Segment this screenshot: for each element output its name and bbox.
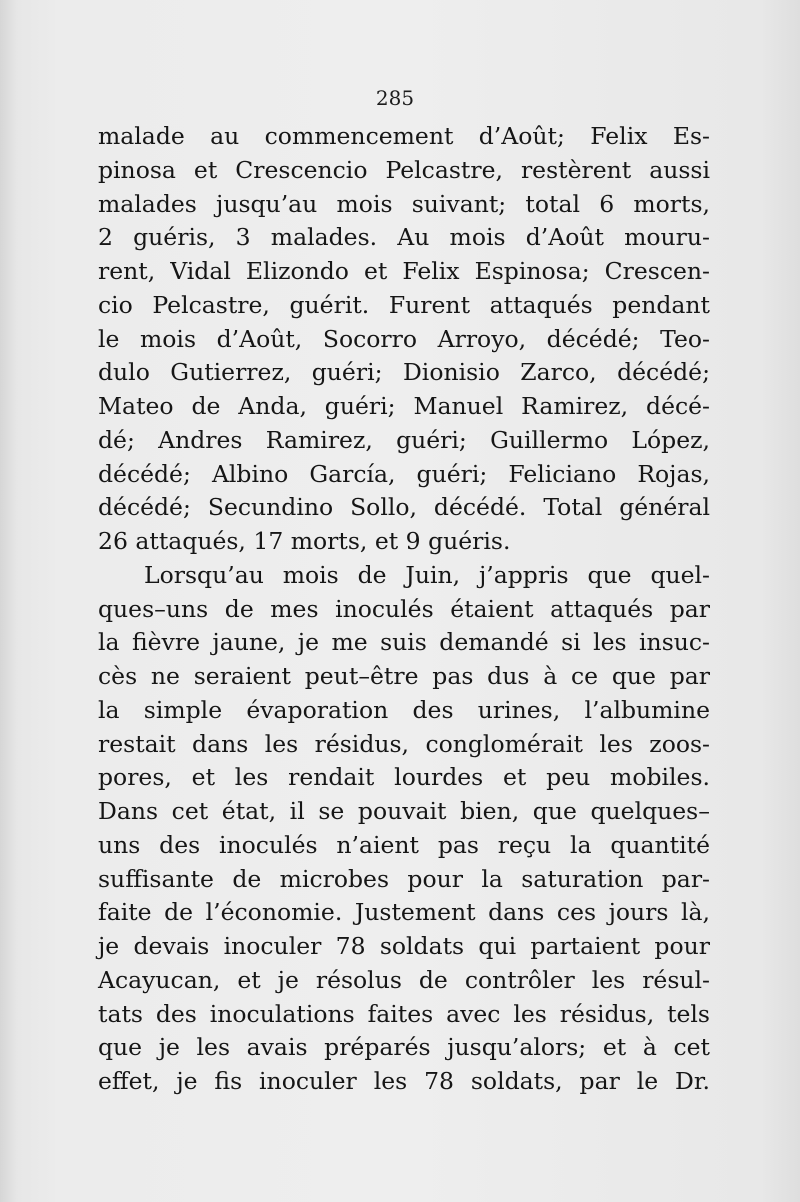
text-line: Acayucan, et je résolus de contrôler les résul- [98, 965, 710, 994]
text-line: uns des inoculés n’aient pas reçu la quantité [98, 830, 710, 859]
text-line: malades jusqu’au mois suivant; total 6 morts, [98, 189, 710, 218]
text-line: pores, et les rendait lourdes et peu mobiles. [98, 763, 710, 792]
text-line: 2 guéris, 3 malades. Au mois d’Août mouru- [98, 223, 710, 252]
text-line: Mateo de Anda, guéri; Manuel Ramirez, décé- [98, 392, 710, 420]
text-line: effet, je fis inoculer les 78 soldats, par le Dr. [98, 1067, 710, 1095]
page-number: 285 [375, 86, 415, 110]
text-line: rent, Vidal Elizondo et Felix Espinosa; Crescen- [98, 257, 710, 285]
text-line: la simple évaporation des urines, l’albumine [98, 695, 710, 724]
text-line: faite de l’économie. Justement dans ces jours là, [98, 898, 710, 927]
paragraph-end-line: 26 attaqués, 17 morts, et 9 guéris. [98, 527, 511, 555]
text-line: dé; Andres Ramirez, guéri; Guillermo López, [98, 425, 710, 454]
text-line: cio Pelcastre, guérit. Furent attaqués pendant [98, 290, 710, 319]
text-line: dulo Gutierrez, guéri; Dionisio Zarco, décédé; [98, 358, 710, 387]
text-line: Dans cet état, il se pouvait bien, que quelques– [98, 797, 710, 825]
text-line: la fièvre jaune, je me suis demandé si les insuc- [98, 628, 710, 657]
text-line: décédé; Albino García, guéri; Feliciano Rojas, [98, 459, 710, 488]
paragraph-start-line: Lorsqu’au mois de Juin, j’appris que quel- [144, 560, 710, 589]
text-line: ques–uns de mes inoculés étaient attaqués par [98, 594, 710, 623]
text-line: je devais inoculer 78 soldats qui partaient pour [98, 932, 710, 960]
text-line: malade au commencement d’Août; Felix Es- [98, 122, 710, 150]
text-line: restait dans les résidus, conglomérait les zoos- [98, 729, 710, 758]
text-line: décédé; Secundino Sollo, décédé. Total général [98, 493, 710, 522]
body-text [98, 120, 710, 1099]
text-line: tats des inoculations faites avec les résidus, tels [98, 999, 710, 1028]
text-line: cès ne seraient peut–être pas dus à ce que par [98, 662, 710, 690]
text-line: le mois d’Août, Socorro Arroyo, décédé; Teo- [98, 324, 710, 353]
text-line: pinosa et Crescencio Pelcastre, restèrent aussi [98, 155, 710, 184]
text-line: suffisante de microbes pour la saturation par- [98, 864, 710, 893]
text-line: que je les avais préparés jusqu’alors; et à cet [98, 1033, 710, 1062]
